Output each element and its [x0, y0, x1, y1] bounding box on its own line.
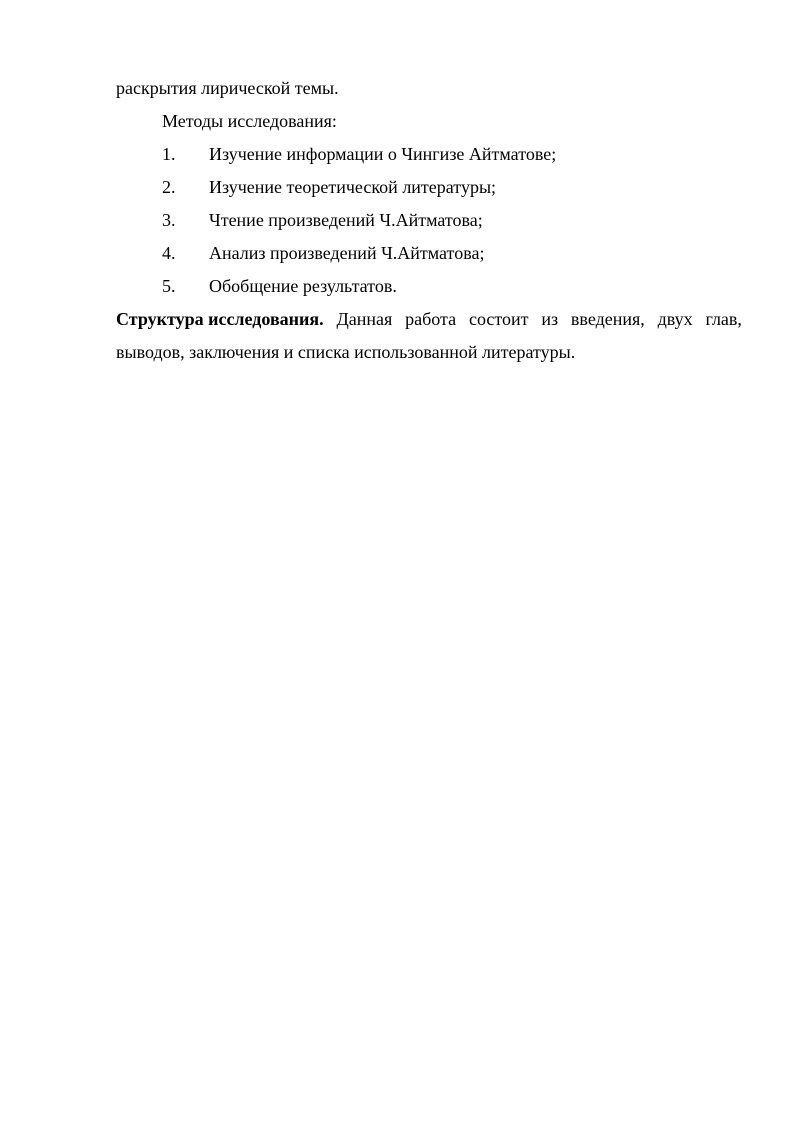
list-item — [116, 204, 742, 237]
structure-word: глав, — [705, 309, 742, 329]
structure-line-1 — [116, 303, 742, 336]
list-item-number: 4. — [162, 243, 176, 263]
structure-word: двух — [657, 309, 693, 329]
list-item-text: Обобщение результатов. — [209, 276, 397, 296]
list-item — [116, 237, 742, 270]
structure-word: введения, — [570, 309, 645, 329]
list-item-number: 5. — [162, 276, 176, 296]
list-item — [116, 171, 742, 204]
methods-heading: Методы исследования: — [162, 111, 337, 131]
list-item-number: 3. — [162, 210, 176, 230]
document-body — [116, 72, 742, 369]
intro-line: раскрытия лирической темы. — [116, 78, 339, 98]
list-item — [116, 138, 742, 171]
list-item-text: Изучение информации о Чингизе Айтматове; — [209, 144, 557, 164]
list-item-text: Анализ произведений Ч.Айтматова; — [209, 243, 485, 263]
list-item-text: Изучение теоретической литературы; — [209, 177, 497, 197]
structure-line-2: выводов, заключения и списка использованной литературы. — [116, 342, 576, 362]
structure-word: Данная — [336, 309, 393, 329]
structure-word: состоит — [468, 309, 529, 329]
list-item-number: 2. — [162, 177, 176, 197]
list-item-number: 1. — [162, 144, 176, 164]
list-item — [116, 270, 742, 303]
structure-word: работа — [405, 309, 457, 329]
methods-list — [116, 138, 742, 303]
list-item-text: Чтение произведений Ч.Айтматова; — [209, 210, 483, 230]
structure-word: из — [541, 309, 559, 329]
structure-label: Структура исследования. — [116, 309, 324, 329]
